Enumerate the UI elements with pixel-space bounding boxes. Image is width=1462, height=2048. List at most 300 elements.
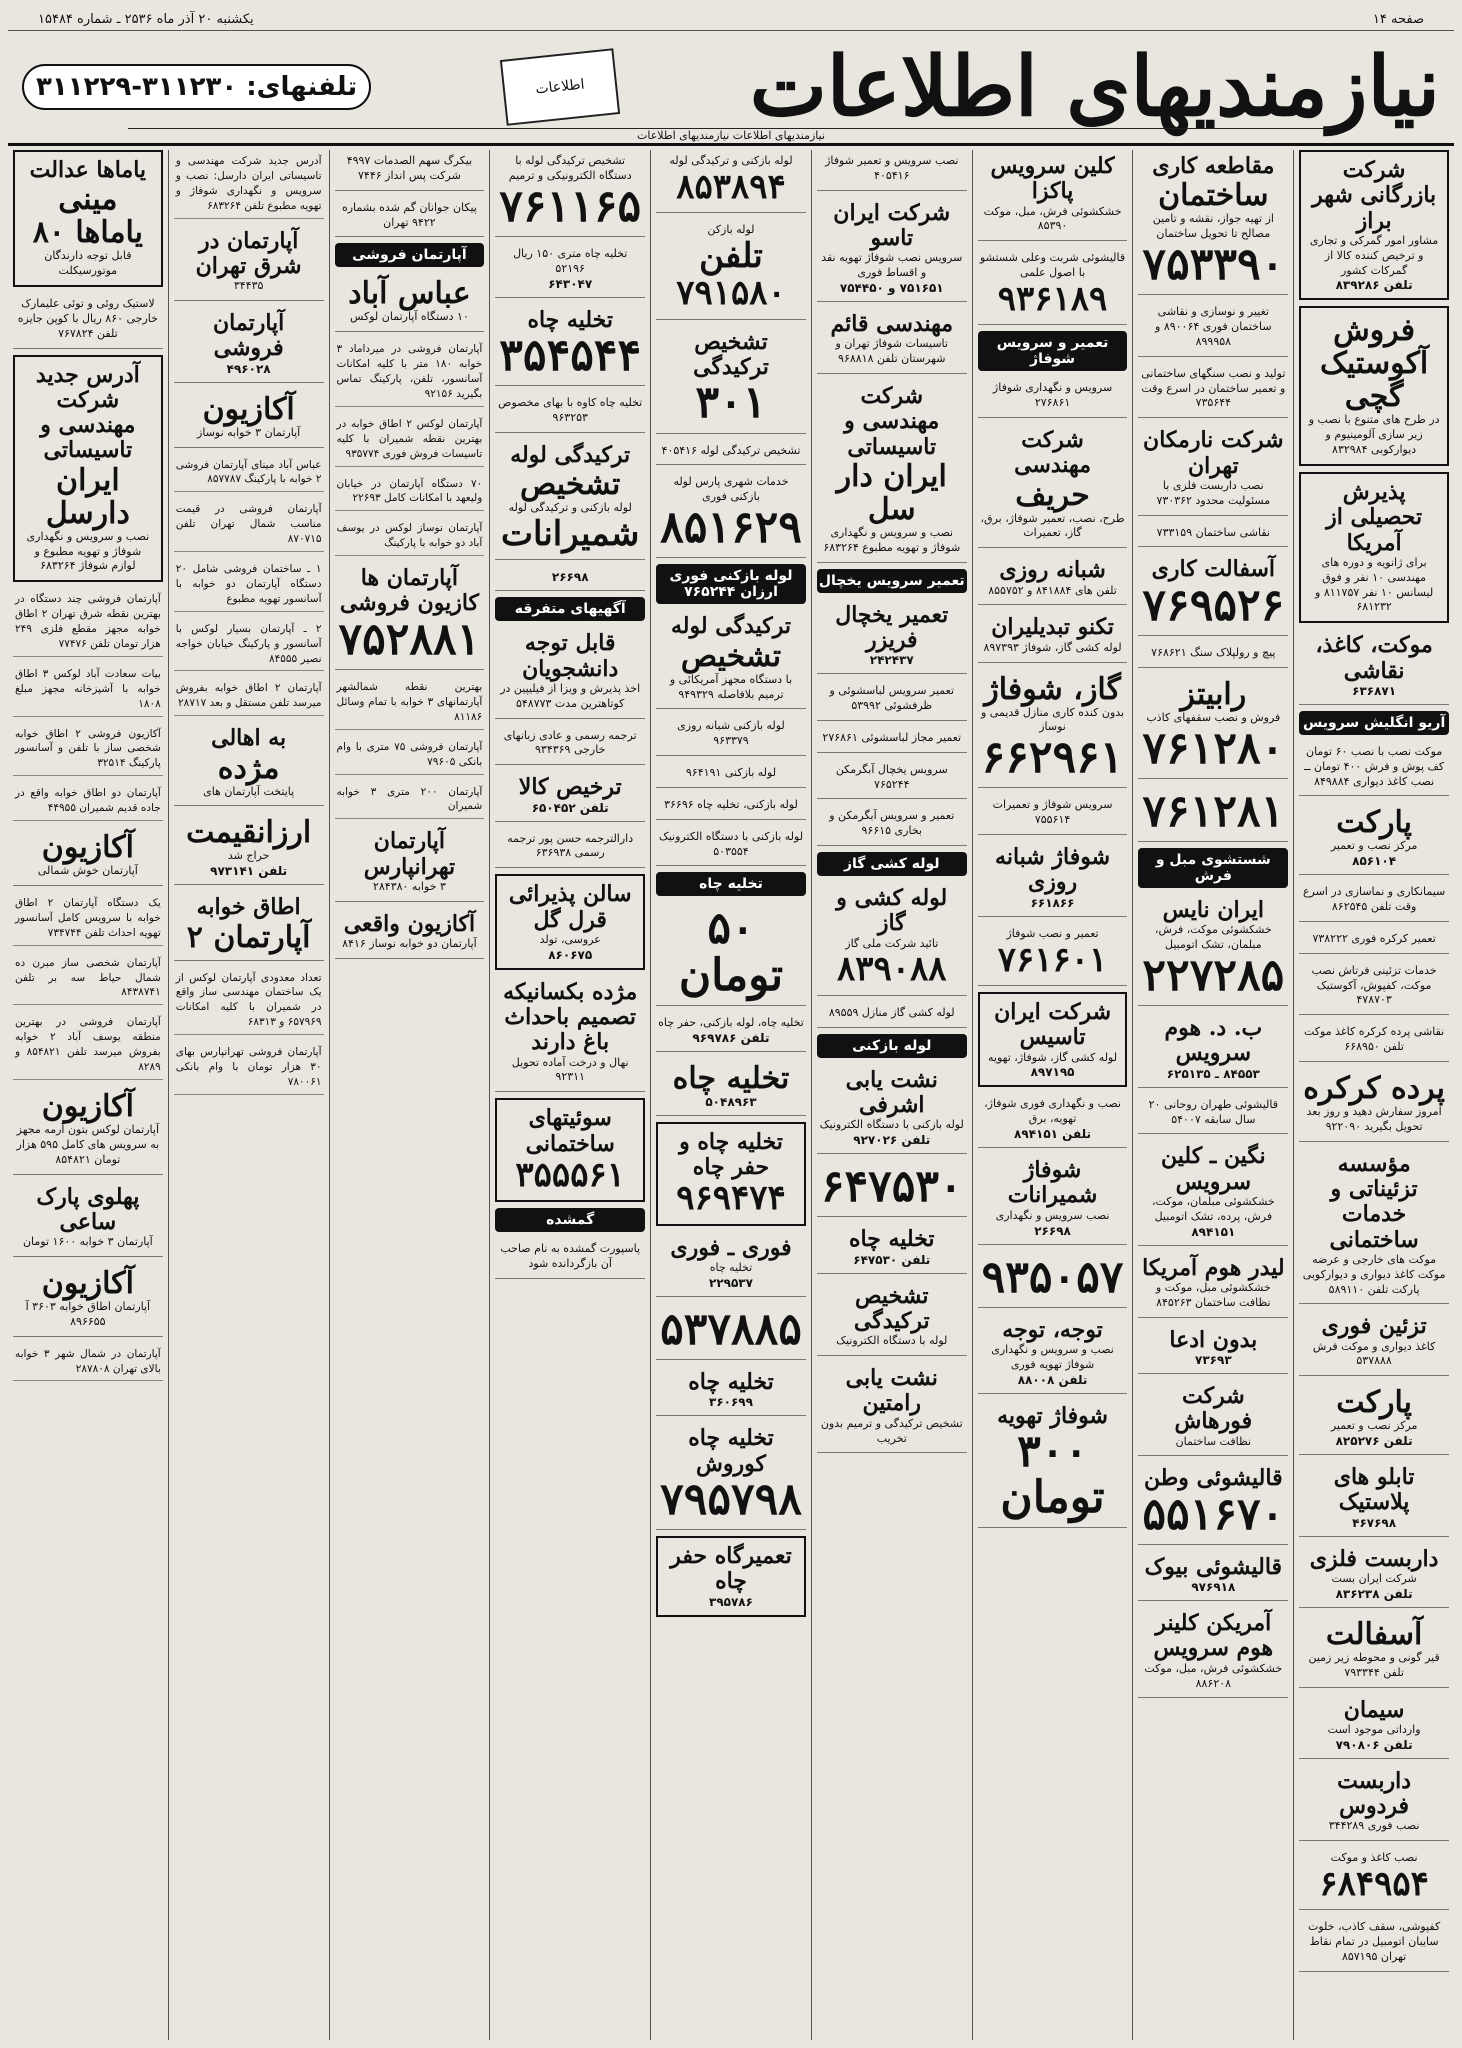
ad-text: مرکز نصب و تعمیر bbox=[1330, 839, 1418, 853]
ad-heading: آپارتمان در شرق تهران bbox=[195, 227, 302, 279]
classified-ad bbox=[656, 610, 806, 709]
ad-phone: ۸۹۴۱۵۱ bbox=[1191, 1224, 1236, 1239]
ad-text: بدون کنده کاری منازل قدیمی و نوساز bbox=[980, 705, 1125, 734]
ad-heading: لیدر هوم آمریکا bbox=[1142, 1254, 1285, 1281]
ad-heading: شرکت مهندسی و تاسیساتی bbox=[844, 382, 940, 460]
ad-text: سیمانکاری و نماسازی در اسرع وقت تلفن ۸۶۲۵۴۵ bbox=[1302, 885, 1446, 914]
classified-ad bbox=[335, 150, 485, 191]
ad-text: ترجمه رسمی و عادی زبانهای خارجی ۹۳۴۳۶۹ bbox=[503, 728, 637, 757]
classified-ad bbox=[978, 1093, 1128, 1148]
ad-heading: توجه، توجه bbox=[1002, 1316, 1103, 1343]
classified-ad bbox=[1138, 522, 1288, 548]
ad-heading: ترکیدگی لوله bbox=[671, 613, 791, 640]
section-banner: تخلیه چاه bbox=[656, 872, 806, 896]
classified-ad bbox=[335, 781, 485, 820]
ad-text: نصب فوری ۳۴۴۲۸۹ bbox=[1328, 1819, 1420, 1833]
classified-ad bbox=[656, 902, 806, 1005]
classified-ad bbox=[1299, 1847, 1449, 1910]
ad-heading: قابل توجه دانشجویان bbox=[522, 630, 619, 682]
classified-ad bbox=[978, 611, 1128, 662]
ad-phone: ۶۶۱۸۶۶ bbox=[1030, 895, 1075, 910]
section-banner: آریو انگلیش سرویس bbox=[1299, 711, 1449, 735]
classified-ad bbox=[817, 308, 967, 374]
ad-heading: قالیشوئی وطن bbox=[1144, 1465, 1283, 1492]
ad-text: لوله کشی گاز، شوفاژ، تهویه bbox=[988, 1050, 1118, 1064]
ad-phone: ۸۶۰۶۷۵ bbox=[548, 947, 593, 962]
ad-text: آپارتمان خوش شمالی bbox=[37, 864, 138, 878]
classified-ad bbox=[335, 473, 485, 512]
classified-ad bbox=[978, 841, 1128, 917]
classified-ad bbox=[495, 1238, 645, 1279]
ad-headline: آکازیون bbox=[41, 1089, 134, 1125]
classified-ad bbox=[174, 967, 324, 1036]
classified-ad bbox=[495, 874, 645, 969]
ad-text: تشخیص ترکیدگی لوله ۴۰۵۴۱۶ bbox=[661, 443, 801, 457]
ad-heading: نشت یابی رامتین bbox=[845, 1365, 938, 1417]
classified-ad bbox=[817, 1280, 967, 1356]
ad-phone: تلفن ۶۵۰۴۵۲ bbox=[531, 800, 609, 815]
classified-ad bbox=[495, 150, 645, 237]
ad-heading: قالیشوئی بیوک bbox=[1144, 1553, 1283, 1580]
classified-ad bbox=[817, 680, 967, 721]
ad-phone-number-large: ۵۰ تومان bbox=[678, 903, 784, 1001]
ad-heading: به اهالی bbox=[211, 725, 287, 752]
ad-phone: ۲۴۲۴۳۷ bbox=[869, 653, 914, 668]
classified-ad bbox=[335, 413, 485, 467]
ad-heading: شوفاژ شمیرانات bbox=[1007, 1157, 1098, 1209]
ad-heading: شرکت بازرگانی شهر براز bbox=[1312, 157, 1437, 234]
ad-text: آپارتمان در شمال شهر ۳ خوابه بالای تهران ۲۸۷۸۰۸ bbox=[14, 1347, 161, 1375]
section-banner: لوله بازکنی فوری ارزان ۷۶۵۲۴۴ bbox=[656, 564, 806, 604]
classified-ad bbox=[13, 355, 163, 583]
classified-ad bbox=[1299, 472, 1449, 623]
ad-heading: مژده بکسانیکه تصمیم باحداث باغ دارند bbox=[503, 978, 638, 1056]
classified-ad bbox=[13, 663, 163, 717]
ad-text: ۲ ـ آپارتمان بسیار لوکس با آسانسور و پارکینگ خیابان خواجه نصیر ۸۴۵۵۵ bbox=[175, 622, 322, 665]
ad-text: نصب و نگهداری فوری شوفاژ، تهویه، برق bbox=[984, 1097, 1121, 1126]
classified-ad bbox=[978, 247, 1128, 325]
ad-text: طرح، نصب، تعمیر شوفاژ، برق، گاز، تعمیرات bbox=[980, 511, 1125, 540]
classified-ad bbox=[174, 558, 324, 612]
ad-text: آپارتمان فروشی در میرداماد ۳ خوابه ۱۸۰ متر با کلیه امکانات آسانسور، تلفن، پارکینگ تماس بگیرید ۹۲۱۵۶ bbox=[336, 343, 483, 400]
classified-ad bbox=[817, 150, 967, 191]
ad-heading: آمریکن کلینر هوم سرویس bbox=[1153, 1610, 1274, 1662]
classified-ad bbox=[656, 826, 806, 867]
ad-heading: لوله کشی و گاز bbox=[836, 885, 948, 937]
ad-text: لوله بازکنی شبانه روزی ۹۶۳۳۷۹ bbox=[677, 719, 785, 748]
classified-ad bbox=[13, 952, 163, 1006]
ad-phone-number-large: ۶۴۷۵۳۰ bbox=[820, 1161, 963, 1213]
ad-text: خدمات تزئینی فرتاش نصب موکت، کفپوش، آکوستیک ۴۷۸۷۰۳ bbox=[1311, 963, 1437, 1007]
ad-text: تخلیه چاه bbox=[709, 1260, 753, 1274]
classified-ad bbox=[174, 389, 324, 448]
classified-ad bbox=[817, 1362, 967, 1453]
ad-heading: ترکیدگی لوله bbox=[510, 441, 631, 468]
ad-heading: موکت، کاغذ، نقاشی bbox=[1315, 632, 1433, 684]
ad-heading: تعمیر یخچال فریزر bbox=[835, 601, 949, 653]
classified-ad bbox=[1299, 306, 1449, 466]
ad-heading: اطاق خوابه bbox=[196, 894, 301, 921]
classified-ad bbox=[1138, 674, 1288, 779]
ad-heading: نشت یابی اشرفی bbox=[845, 1066, 938, 1118]
classified-ad bbox=[1299, 629, 1449, 705]
classified-ad bbox=[13, 1011, 163, 1080]
classified-ad bbox=[13, 293, 163, 349]
ad-phone-number-large: ۷۵۲۸۸۱ bbox=[338, 613, 481, 665]
ad-text: اخذ پذیرش و ویزا از فیلیپین در کوتاهترین مدت ۵۴۸۷۷۳ bbox=[500, 681, 641, 710]
ad-headline: مینی یاماها ۸۰ bbox=[32, 182, 144, 251]
ad-text: پیکان جوانان گم شده بشماره ۹۴۲۲ تهران bbox=[341, 200, 477, 229]
ad-phone: تلفن ۷۹۰۸۰۶ bbox=[1335, 1737, 1413, 1752]
section-banner: تعمیر و سرویس شوفاژ bbox=[978, 331, 1128, 371]
classified-ad bbox=[656, 715, 806, 756]
ad-text: سرویس نصب شوفاژ تهویه نقد و اقساط فوری bbox=[821, 251, 963, 280]
ad-phone: ۵۰۴۸۹۶۳ bbox=[705, 1094, 757, 1109]
ad-phone-number-large: ۵۳۷۸۸۵ bbox=[660, 1303, 802, 1355]
classified-ad bbox=[656, 471, 806, 558]
classified-ad bbox=[656, 1012, 806, 1052]
ad-text: لوله بازکن bbox=[707, 223, 755, 237]
classified-ad bbox=[1138, 1094, 1288, 1135]
ad-text: سرویس یخچال آبگرمکن ۷۶۵۲۴۴ bbox=[835, 762, 948, 791]
running-header bbox=[8, 8, 1454, 31]
classified-ad bbox=[1138, 424, 1288, 515]
ad-phone: ۳۶۰۶۹۹ bbox=[709, 1395, 753, 1410]
classified-ad bbox=[1138, 1324, 1288, 1374]
classified-ad bbox=[495, 828, 645, 869]
ad-text: نصب سرویس و تعمیر شوفاژ ۴۰۵۴۱۶ bbox=[825, 154, 959, 182]
ad-headline: ایران دارسل bbox=[45, 462, 130, 531]
classified-ad bbox=[13, 150, 163, 287]
ad-text: تعمیر کرکره فوری ۷۳۸۲۲۲ bbox=[1312, 931, 1436, 945]
ad-heading: ب. د. هوم سرویس bbox=[1164, 1015, 1263, 1067]
ad-phone-number-large: ۳۰۱ bbox=[695, 377, 767, 429]
classified-ad bbox=[1299, 1543, 1449, 1608]
ad-phone-number: ۹۳۶۱۸۹ bbox=[997, 278, 1108, 319]
ad-heading: آپارتمان فروشی bbox=[213, 310, 285, 362]
ad-text: آپارتمان لوکس بتون آرمه مجهز به سرویس های کامل ۵۹۵ هزار تومان ۸۵۴۸۲۱ bbox=[16, 1123, 160, 1166]
classified-ad bbox=[1138, 301, 1288, 357]
classified-ad bbox=[978, 150, 1128, 241]
ad-text: آکازیون فروشی ۲ اطاق خوابه شخصی ساز با تلفن و آسانسور پارکینگ ۳۲۵۱۴ bbox=[14, 727, 161, 770]
ad-headline: فروش آکوستیک گچی bbox=[1320, 313, 1429, 415]
classified-ad bbox=[335, 517, 485, 556]
ad-column bbox=[972, 150, 1133, 2040]
ad-text: پاسپورت گمشده به نام صاحب آن بازگردانده شود bbox=[500, 1242, 641, 1271]
classified-ad bbox=[1299, 1765, 1449, 1841]
ad-heading: تعمیرگاه حفر چاه bbox=[670, 1543, 792, 1595]
ad-text: لوله کشی گاز منازل ۸۹۵۵۹ bbox=[828, 1005, 955, 1019]
classified-ad bbox=[656, 1536, 806, 1617]
classified-ad bbox=[978, 669, 1128, 789]
classified-ad bbox=[1138, 1607, 1288, 1698]
classified-ad bbox=[174, 1041, 324, 1095]
ad-text: عباس آباد مینای آپارتمان فروشی ۲ خوابه با پارکینگ ۸۵۷۷۸۷ bbox=[175, 458, 322, 486]
ad-text: آپارتمان فروشی ۷۵ متری با وام بانکی ۷۹۶۰۵ bbox=[336, 740, 483, 768]
ad-text: خشکشوئی موکت، فرش، مبلمان، تشک اتومبیل bbox=[1154, 923, 1272, 952]
ad-text: خشکشوئی فرش، مبل، موکت ۸۵۳۹۰ bbox=[983, 204, 1122, 233]
ad-phone-number: ۷۶۱۶۰۱ bbox=[997, 939, 1108, 980]
classified-ad bbox=[1138, 1252, 1288, 1318]
classified-ad bbox=[656, 440, 806, 466]
classified-ad bbox=[1299, 1382, 1449, 1455]
classified-ad bbox=[817, 727, 967, 753]
ad-text: لاستیک روئی و توئی علیمارک خارجی ۸۶۰ ریال با کوپن جایزه تلفن ۷۶۷۸۲۴ bbox=[17, 296, 158, 340]
ad-text: خدمات شهری پارس لوله بازکنی فوری bbox=[673, 475, 789, 504]
classified-ad bbox=[1138, 642, 1288, 668]
ad-heading: شبانه روزی bbox=[999, 557, 1106, 584]
ad-text: آپارتمان فروشی در بهترین منطقه یوسف آباد ۲ خوابه بفروش میرسد تلفن ۸۵۴۸۲۱ و ۸۲۸۹ bbox=[14, 1016, 161, 1074]
ad-text: حراج شد bbox=[227, 849, 270, 863]
ad-text: در طرح های متنوع با نصب و زیر سازی آلومینیوم و دیوارکوبی ۸۳۲۹۸۴ bbox=[1308, 413, 1440, 457]
section-banner: لوله بازکنی bbox=[817, 1034, 967, 1058]
classified-ad bbox=[335, 908, 485, 959]
ad-text: ۷۰ دستگاه آپارتمان در خیابان ولیعهد با امکانات کامل ۲۲۶۹۳ bbox=[336, 477, 483, 505]
ad-text: آپارتمان فروشی چند دستگاه در بهترین نقطه شرق تهران ۲ اطاق خوابه مجهز مقطع فلزی ۲۴۹ هزار تومان تلفن ۷۷۴۷۶ bbox=[14, 593, 161, 650]
ad-phone-number-large: ۲۲۷۲۸۵ bbox=[1142, 949, 1285, 1001]
ad-headline: تشخیص bbox=[680, 638, 782, 674]
classified-ad bbox=[1299, 1068, 1449, 1142]
ad-text: قابل توجه دارندگان موتورسیکلت bbox=[44, 249, 132, 278]
ad-heading: تخلیه چاه کوروش bbox=[688, 1425, 774, 1477]
ad-text: وارداتی موجود است bbox=[1327, 1722, 1421, 1736]
section-banner: گمشده bbox=[495, 1208, 645, 1232]
ad-heading: مؤسسه تزئیناتی و خدمات ساختمانی bbox=[1329, 1150, 1419, 1253]
ad-phone: ۴۹۶۰۲۸ bbox=[226, 361, 271, 376]
classified-ad bbox=[817, 882, 967, 996]
ad-text: موکت های خارجی و عرضه موکت کاغذ دیواری و دیوارکوبی پارکت تلفن ۵۸۹۱۱۰ bbox=[1302, 1252, 1446, 1296]
classified-ad bbox=[656, 1422, 806, 1530]
ad-text: کفپوشی، سقف کاذب، خلوت سایبان اتومبیل در تمام نقاط تهران ۸۵۷۱۹۵ bbox=[1307, 1920, 1441, 1964]
ad-phone: ۲۶۶۹۸ bbox=[1034, 1223, 1071, 1238]
ad-phone-number-large: ۳۰۰ تومان bbox=[1000, 1426, 1105, 1524]
classified-ad bbox=[656, 1122, 806, 1226]
classified-ad bbox=[1138, 150, 1288, 295]
ad-phone: ۶۴۳۰۴۷ bbox=[548, 276, 593, 291]
classified-ad bbox=[1299, 802, 1449, 875]
classified-ad bbox=[978, 377, 1128, 418]
classified-ad bbox=[174, 498, 324, 552]
ad-phone-number-large: ۷۶۹۵۲۶ bbox=[1142, 579, 1285, 631]
ad-text: یک دستگاه آپارتمان ۲ اطاق خوابه با سرویس کامل آسانسور تهویه احداث تلفن ۷۳۴۷۴۴ bbox=[14, 896, 161, 939]
classified-ad bbox=[174, 722, 324, 806]
ad-phone-number: ۳۵۵۵۶۱ bbox=[515, 1154, 625, 1195]
ad-phone: تلفن ۸۳۶۲۳۸ bbox=[1335, 1586, 1413, 1601]
ad-heading: مهندسی قائم bbox=[830, 310, 954, 337]
ad-headline: پارکت bbox=[1336, 1385, 1412, 1421]
ad-text: نهال و درخت آماده تحویل ۹۲۳۱۱ bbox=[511, 1055, 629, 1084]
ad-heading: شرکت نارمکان تهران bbox=[1143, 427, 1284, 479]
classified-ad bbox=[495, 392, 645, 433]
ad-text: تخلیه چاه، لوله بازکنی، حفر چاه bbox=[658, 1015, 804, 1029]
ad-heading: یاماها عدالت bbox=[29, 157, 147, 183]
classified-ad bbox=[13, 723, 163, 777]
ad-heading: پهلوی پارک ساعی bbox=[36, 1183, 140, 1235]
ad-text: آپارتمان نوساز لوکس در یوسف آباد دو خوابه با پارکینگ bbox=[336, 522, 483, 550]
classified-ad bbox=[656, 1058, 806, 1116]
ad-text: موکت نصب با نصب ۶۰ تومان کف پوش و فرش ۴۰۰ تومان ــ نصب کاغذ دیواری ۸۴۹۸۸۴ bbox=[1304, 744, 1445, 788]
ad-text: خشکشوئی مبلمان، موکت، فرش، پرده، تشک اتومبیل bbox=[1151, 1194, 1275, 1223]
classified-ad bbox=[656, 219, 806, 320]
ad-text: تولید و نصب سنگهای ساختمانی و تعمیر ساختمان در اسرع وقت ۷۳۵۶۴۴ bbox=[1141, 366, 1286, 410]
classified-ad bbox=[817, 1002, 967, 1028]
classified-ad bbox=[495, 304, 645, 386]
classified-ad bbox=[1299, 928, 1449, 954]
ad-heading: نگین ـ کلین سرویس bbox=[1161, 1143, 1266, 1195]
ad-heading: تخلیه چاه bbox=[849, 1226, 935, 1253]
ad-phone: تلفن ۹۲۷۰۲۶ bbox=[853, 1133, 931, 1148]
classified-ad bbox=[978, 1251, 1128, 1308]
masthead-phones: تلفنهای: ۳۱۱۲۳۰-۳۱۱۲۲۹ bbox=[22, 64, 371, 110]
ad-phone: ۹۷۶۹۱۸ bbox=[1191, 1580, 1236, 1595]
classified-ad bbox=[335, 676, 485, 730]
ad-heading: شرکت ایران تاسیس bbox=[994, 999, 1112, 1051]
classified-ad bbox=[1299, 1694, 1449, 1759]
ad-column bbox=[168, 150, 329, 2040]
ad-column bbox=[489, 150, 650, 2040]
ad-text: تشخیص ترکیدگی و ترمیم بدون تخریب bbox=[820, 1416, 963, 1445]
ad-text: خشکشوئی فرش، مبل، موکت ۸۸۶۲۰۸ bbox=[1144, 1661, 1283, 1690]
ad-phone: ۷۵۱۶۵۱ و ۷۵۴۴۵۰ bbox=[839, 280, 944, 295]
ad-text: آپارتمان ۳ خوابه ۱۶۰۰ تومان bbox=[22, 1235, 153, 1249]
ad-phone-number-large: ۵۵۱۶۷۰ bbox=[1142, 1488, 1285, 1540]
classified-ad bbox=[817, 759, 967, 800]
ad-phone: ۴۶۷۶۹۸ bbox=[1352, 1515, 1397, 1530]
ad-text: نصب و سرویس و نگهداری شوفاژ و تهویه مطبوع و لوازم شوفاژ ۶۸۳۲۶۴ bbox=[26, 529, 150, 573]
ad-headline: عباس آباد bbox=[348, 276, 471, 312]
ad-phone: ۶۳۶۸۷۱ bbox=[1352, 683, 1397, 698]
ad-text: مشاور امور گمرکی و تجاری و ترخیص کننده کالا از گمرکات کشور bbox=[1309, 233, 1439, 277]
classified-ad bbox=[978, 1400, 1128, 1529]
ad-heading: آدرس جدید شرکت مهندسی و تاسیساتی bbox=[35, 361, 140, 464]
section-banner: تعمیر سرویس یخچال bbox=[817, 569, 967, 593]
ad-text: با دستگاه مجهز آمریکائی و ترمیم بلافاصله ۹۴۹۳۲۹ bbox=[669, 672, 793, 701]
ad-text: لوله با دستگاه الکترونیک bbox=[836, 1334, 948, 1348]
ad-text: تلفن های ۸۴۱۸۸۴ و ۸۵۵۷۵۲ bbox=[988, 583, 1117, 597]
classified-ad bbox=[1299, 741, 1449, 797]
classified-ad bbox=[13, 1086, 163, 1175]
ad-text: آپارتمان لوکس ۲ اطاق خوابه در بهترین نقطه شمیران با کلیه تاسیسات فروش فوری ۹۳۵۷۷۴ bbox=[336, 417, 483, 460]
classified-ad bbox=[174, 454, 324, 493]
section-banner: آگهیهای متفرقه bbox=[495, 597, 645, 621]
classified-ad bbox=[656, 762, 806, 788]
classified-ad bbox=[495, 1098, 645, 1202]
ad-text: قالیشوئی شربت وعلی شستشو با اصول علمی bbox=[979, 251, 1126, 280]
ad-heading: شرکت فورهاش bbox=[1174, 1382, 1253, 1435]
ad-text: لوله بازکنی، تخلیه چاه ۳۶۶۹۶ bbox=[664, 797, 798, 811]
ad-phone: ۷۳۶۹۳ bbox=[1195, 1352, 1232, 1367]
page-title: نیازمندیهای اطلاعات bbox=[749, 39, 1440, 135]
ad-text: لوله کشی گاز، شوفاژ ۸۹۷۳۹۳ bbox=[983, 640, 1122, 654]
masthead bbox=[8, 31, 1454, 146]
ad-headline: تشخیص bbox=[520, 467, 621, 503]
ad-text: آپارتمان ۲ اطاق خوابه بفروش میرسد تلفن مستقل و بعد ۲۸۷۱۷ bbox=[175, 682, 322, 710]
ad-column bbox=[1293, 150, 1454, 2040]
ad-headline: تخلیه چاه bbox=[672, 1060, 790, 1096]
ad-heading: داربست فردوس bbox=[1337, 1767, 1412, 1820]
classified-ad bbox=[1138, 553, 1288, 635]
ad-phone-number: تلفن ۷۹۱۵۸۰ bbox=[676, 236, 786, 314]
ad-phone: تلفن ۸۳۹۲۸۶ bbox=[1335, 278, 1413, 293]
ad-text: لوله بازکنی ۹۶۴۱۹۱ bbox=[685, 766, 777, 780]
ad-headline: مژده bbox=[217, 750, 280, 786]
ad-column bbox=[811, 150, 972, 2040]
classified-ad bbox=[13, 588, 163, 657]
ad-text: آپارتمان اطاق خوابه ۳۶۰۳ آ ۸۹۶۶۵۵ bbox=[25, 1299, 151, 1328]
classified-ad bbox=[978, 554, 1128, 605]
classified-ad bbox=[13, 782, 163, 821]
ad-text: امروز سفارش دهید و روز بعد تحویل بگیرید ۹۲۲۰۹۰ bbox=[1306, 1104, 1442, 1133]
classified-ad bbox=[978, 1314, 1128, 1394]
classified-ad bbox=[817, 380, 967, 563]
ad-phone: تلفن ۸۲۵۲۷۶ bbox=[1335, 1434, 1413, 1449]
classified-ad bbox=[978, 794, 1128, 835]
ad-phone-number-large: ۷۶۱۱۶۵ bbox=[499, 180, 642, 232]
ad-text: آپارتمان فروشی تهرانپارس بهای ۳۰ هزار تومان با وام بانکی ۷۸۰۰۶۱ bbox=[175, 1046, 322, 1088]
page-number: صفحه ۱۴ bbox=[1372, 11, 1424, 27]
ad-heading: آپارتمان تهرانپارس bbox=[363, 828, 456, 880]
classified-ad bbox=[817, 599, 967, 675]
classified-ad bbox=[656, 1303, 806, 1360]
ad-column bbox=[8, 150, 168, 2040]
ad-phone: ۲۲۹۵۳۷ bbox=[709, 1275, 753, 1290]
classified-ad bbox=[13, 1181, 163, 1257]
ad-text: شرکت ایران بست bbox=[1331, 1572, 1417, 1586]
ad-text: قیر گونی و محوطه زیر زمین تلفن ۷۹۳۳۴۴ bbox=[1308, 1650, 1440, 1679]
ad-headline: آسفالت bbox=[1325, 1616, 1423, 1652]
classified-ad bbox=[1138, 894, 1288, 1006]
classified-ad bbox=[1138, 1380, 1288, 1456]
ad-text: تعداد معدودی آپارتمان لوکس از یک ساختمان مهندسی ساز واقع در شمیران با کلیه امکانات ۶۵۷۹۶۹ و ۶۸۳۱۳ bbox=[175, 971, 322, 1029]
ad-text: آدرس جدید شرکت مهندسی و تاسیساتی ایران دارسل: نصب و سرویس و نگهداری شوفاژ و تهویه مطبوع تلفن ۶۸۳۲۶۴ bbox=[175, 155, 322, 212]
classified-ad bbox=[1299, 881, 1449, 922]
ad-text: تغییر و نوسازی و نقاشی ساختمان فوری ۸۹۰۰۶۴ و ۸۹۹۹۵۸ bbox=[1155, 305, 1272, 348]
ad-heading: آکازیون واقعی bbox=[343, 910, 476, 937]
ad-headline: پرده کرکره bbox=[1303, 1070, 1446, 1106]
classified-ad bbox=[1299, 960, 1449, 1016]
ad-text: آپارتمان فروشی در قیمت مناسب شمال تهران تلفن ۸۷۰۷۱۵ bbox=[175, 503, 322, 546]
ad-text: کاغذ دیواری و موکت فرش ۵۳۷۸۸۸ bbox=[1312, 1339, 1436, 1368]
ad-heading: سالن پذیرائی قرل گل bbox=[508, 881, 632, 933]
ad-phone: ۸۹۷۱۹۵ bbox=[1030, 1065, 1075, 1080]
ad-text: تعمیر سرویس لباسشوئی و ظرفشوئی ۵۳۹۹۲ bbox=[829, 684, 955, 712]
ad-headline: رابیتز bbox=[1180, 676, 1247, 712]
ad-phone: تلفن ۸۹۴۱۵۱ bbox=[1014, 1127, 1092, 1142]
classified-ad bbox=[1299, 1614, 1449, 1688]
classified-ad bbox=[335, 338, 485, 407]
ad-text: ۱ ـ ساختمان فروشی شامل ۲۰ دستگاه آپارتمان دو خوابه با آسانسور تهویه مطبوع bbox=[175, 563, 322, 605]
ad-heading: شوفاژ شبانه روزی bbox=[995, 844, 1111, 896]
ad-heading: تشخیص ترکیدگی bbox=[853, 1282, 930, 1334]
ad-text: تعمیر و سرویس آبگرمکن و بخاری ۹۶۶۱۵ bbox=[829, 809, 955, 838]
ad-phone-number: ۶۸۴۹۵۴ bbox=[1319, 1864, 1429, 1905]
ad-text: بهترین نقطه شمالشهر آپارتمانهای ۳ خوابه با تمام وسائل ۸۱۱۸۶ bbox=[336, 680, 483, 723]
ad-text: آپارتمان ۳ خوابه نوساز bbox=[197, 425, 301, 439]
ad-heading: آسفالت کاری bbox=[1151, 556, 1276, 583]
classified-ad bbox=[335, 197, 485, 238]
ad-heading: فوری ـ فوری bbox=[670, 1234, 792, 1261]
classified-ad bbox=[978, 424, 1128, 548]
ad-column bbox=[1132, 150, 1293, 2040]
classified-ad bbox=[656, 1366, 806, 1416]
classified-ad bbox=[978, 1154, 1128, 1244]
classified-ad bbox=[174, 618, 324, 672]
classified-ad bbox=[817, 805, 967, 846]
ad-text: برای ژانویه و دوره های مهندسی ۱۰ نفر و فوق لیسانس ۱۰ نفر ۸۱۱۷۵۷ و ۶۸۱۲۳۲ bbox=[1315, 555, 1434, 614]
classified-ad bbox=[1138, 1012, 1288, 1088]
ad-phone-number: ۹۶۹۴۷۴ bbox=[676, 1178, 786, 1219]
ad-phone: ۳۹۵۷۸۶ bbox=[709, 1594, 753, 1609]
